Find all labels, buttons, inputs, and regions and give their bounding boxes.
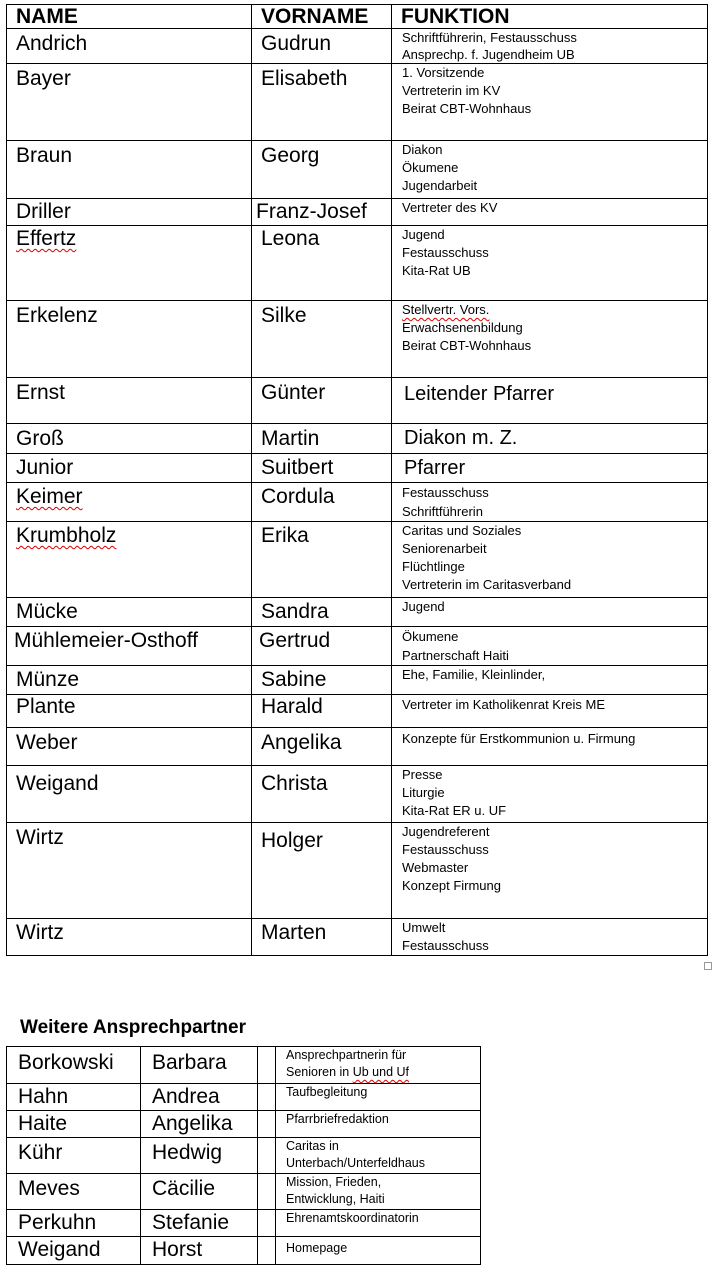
header-name: NAME [7,5,252,29]
funktion-line: Entwicklung, Haiti [286,1192,385,1206]
table-row [7,301,708,378]
funktion-line: Ansprechp. f. Jugendheim UB [402,47,575,62]
funktion-line: Webmaster [402,860,469,875]
vorname-cell: Günter [252,378,392,424]
name-cell: Bayer [7,64,252,141]
funktion-line: Kita-Rat ER u. UF [402,803,507,818]
funktion-line: Ansprechpartnerin für [286,1048,407,1062]
vorname-cell: Gertrud [252,627,392,666]
table-row [7,1084,481,1111]
funktion-line: Unterbach/Unterfeldhaus [286,1156,425,1170]
header-row [7,5,708,29]
table-row [7,1138,481,1174]
vorname-cell: Silke [252,301,392,378]
funktion-line: Konzept Firmung [402,878,501,893]
table-row [7,823,708,919]
funktion-cell: Diakon m. Z. [392,424,708,454]
funktion-line: Kita-Rat UB [402,263,471,278]
name-cell: Andrich [7,29,252,64]
name-cell [7,226,252,301]
table-row [7,29,708,64]
name-cell: Wirtz [7,823,252,919]
name-cell: Junior [7,454,252,483]
header-vorname: VORNAME [252,5,392,29]
empty-cell [258,1138,276,1174]
funktion-cell [392,823,708,919]
table-row [7,64,708,141]
funktion-cell [392,483,708,522]
name-cell: Haite [7,1111,141,1138]
name-cell: Kühr [7,1138,141,1174]
funktion-line: Diakon [402,142,443,157]
funktion-cell [392,64,708,141]
section-title: Weitere Ansprechpartner [20,1017,246,1038]
name-cell: Driller [7,199,252,226]
empty-cell [258,1210,276,1237]
funktion-cell [392,666,708,695]
funktion-line: Vertreterin im KV [402,83,501,98]
funktion-cell [392,522,708,598]
table-row [7,728,708,766]
name-text: Keimer [16,485,83,508]
funktion-line: Caritas in [286,1139,339,1153]
name-cell: Mühlemeier-Osthoff [7,627,252,666]
vorname-cell: Martin [252,424,392,454]
table-resize-handle[interactable] [704,962,712,970]
funktion-line: Presse [402,767,443,782]
vorname-cell: Angelika [141,1111,258,1138]
funktion-line: Beirat CBT-Wohnhaus [402,101,532,116]
funktion-line: Konzepte für Erstkommunion u. Firmung [402,731,636,746]
vorname-cell: Hedwig [141,1138,258,1174]
funktion-line: Taufbegleitung [286,1085,368,1099]
funktion-cell [276,1138,481,1174]
empty-cell [258,1047,276,1084]
table-row [7,1047,481,1084]
funktion-cell [392,29,708,64]
header-funktion: FUNKTION [392,5,708,29]
funktion-line: Mission, Frieden, [286,1175,382,1189]
vorname-cell: Horst [141,1237,258,1265]
funktion-cell [392,141,708,199]
name-cell: Braun [7,141,252,199]
name-cell: Weber [7,728,252,766]
funktion-line: Seniorenarbeit [402,541,487,556]
funktion-cell [392,627,708,666]
table-row [7,141,708,199]
funktion-line: Ehrenamtskoordinatorin [286,1211,419,1225]
vorname-cell: Christa [252,766,392,823]
funktion-cell: Pfarrer [392,454,708,483]
funktion-line: Festausschuss [402,842,489,857]
contacts-table [6,1046,481,1265]
name-cell: Perkuhn [7,1210,141,1237]
funktion-cell [276,1210,481,1237]
name-cell: Weigand [7,1237,141,1265]
funktion-cell [392,695,708,728]
funktion-line: Caritas und Soziales [402,523,522,538]
funktion-line: 1. Vorsitzende [402,65,485,80]
table-row [7,666,708,695]
name-cell: Groß [7,424,252,454]
funktion-line: Stellvertr. Vors. [402,302,490,317]
table-row [7,424,708,454]
funktion-line: Pfarrbriefredaktion [286,1112,389,1126]
funktion-line: Vertreterin im Caritasverband [402,577,572,592]
name-text: Krumbholz [16,524,117,547]
name-cell: Erkelenz [7,301,252,378]
funktion-cell [276,1237,481,1265]
table-row [7,522,708,598]
vorname-cell: Cordula [252,483,392,522]
vorname-cell: Harald [252,695,392,728]
empty-cell [258,1174,276,1210]
funktion-cell [392,226,708,301]
table-row [7,766,708,823]
funktion-line: Festausschuss [402,485,489,500]
vorname-cell: Barbara [141,1047,258,1084]
funktion-line: Schriftführerin, Festausschuss [402,30,577,45]
name-cell: Ernst [7,378,252,424]
name-cell [7,483,252,522]
funktion-line: Ökumene [402,629,459,644]
funktion-line: Festausschuss [402,938,489,953]
funktion-line: Partnerschaft Haiti [402,648,509,663]
name-cell: Meves [7,1174,141,1210]
empty-cell [258,1084,276,1111]
funktion-cell [392,728,708,766]
vorname-cell: Erika [252,522,392,598]
funktion-line: Erwachsenenbildung [402,320,523,335]
funktion-line: Jugendreferent [402,824,490,839]
name-cell [7,522,252,598]
table-row [7,378,708,424]
vorname-cell: Leona [252,226,392,301]
funktion-line: Liturgie [402,785,445,800]
name-cell: Hahn [7,1084,141,1111]
name-cell: Wirtz [7,919,252,956]
vorname-cell: Elisabeth [252,64,392,141]
funktion-cell [276,1047,481,1084]
funktion-line: Jugend [402,227,445,242]
funktion-line: Homepage [286,1241,348,1255]
table-row [7,454,708,483]
members-table [6,4,708,956]
name-text: Effertz [16,227,77,250]
funktion-cell [392,199,708,226]
table-row [7,627,708,666]
table-row [7,199,708,226]
table-row [7,483,708,522]
funktion-cell [392,766,708,823]
name-cell: Weigand [7,766,252,823]
vorname-cell: Cäcilie [141,1174,258,1210]
funktion-line: Schriftführerin [402,504,483,519]
table-row [7,1111,481,1138]
funktion-line: Ehe, Familie, Kleinlinder, [402,667,546,682]
funktion-cell [276,1111,481,1138]
name-cell: Mücke [7,598,252,627]
table-row [7,1237,481,1265]
empty-cell [258,1111,276,1138]
name-cell: Plante [7,695,252,728]
funktion-cell [276,1084,481,1111]
funktion-cell [392,598,708,627]
vorname-cell: Angelika [252,728,392,766]
funktion-line: Festausschuss [402,245,489,260]
funktion-cell: Leitender Pfarrer [392,378,708,424]
funktion-cell [276,1174,481,1210]
table-row [7,598,708,627]
table-row [7,1174,481,1210]
vorname-cell: Georg [252,141,392,199]
table-row [7,1210,481,1237]
empty-cell [258,1237,276,1265]
funktion-line: Umwelt [402,920,446,935]
name-cell: Münze [7,666,252,695]
funktion-line: Ökumene [402,160,459,175]
vorname-cell: Andrea [141,1084,258,1111]
table-row [7,226,708,301]
vorname-cell: Franz-Josef [252,199,392,226]
table-row [7,919,708,956]
vorname-cell: Marten [252,919,392,956]
funktion-line: Vertreter im Katholikenrat Kreis ME [402,697,606,712]
table-row [7,695,708,728]
vorname-cell: Suitbert [252,454,392,483]
funktion-line: Jugendarbeit [402,178,478,193]
funktion-line: Beirat CBT-Wohnhaus [402,338,532,353]
vorname-cell: Holger [252,823,392,919]
name-cell: Borkowski [7,1047,141,1084]
vorname-cell: Sabine [252,666,392,695]
vorname-cell: Sandra [252,598,392,627]
funktion-cell [392,301,708,378]
vorname-cell: Stefanie [141,1210,258,1237]
funktion-line: Vertreter des KV [402,200,498,215]
funktion-line: Senioren in Ub und Uf [286,1065,409,1079]
vorname-cell: Gudrun [252,29,392,64]
funktion-cell [392,919,708,956]
funktion-line: Flüchtlinge [402,559,465,574]
funktion-line: Jugend [402,599,445,614]
